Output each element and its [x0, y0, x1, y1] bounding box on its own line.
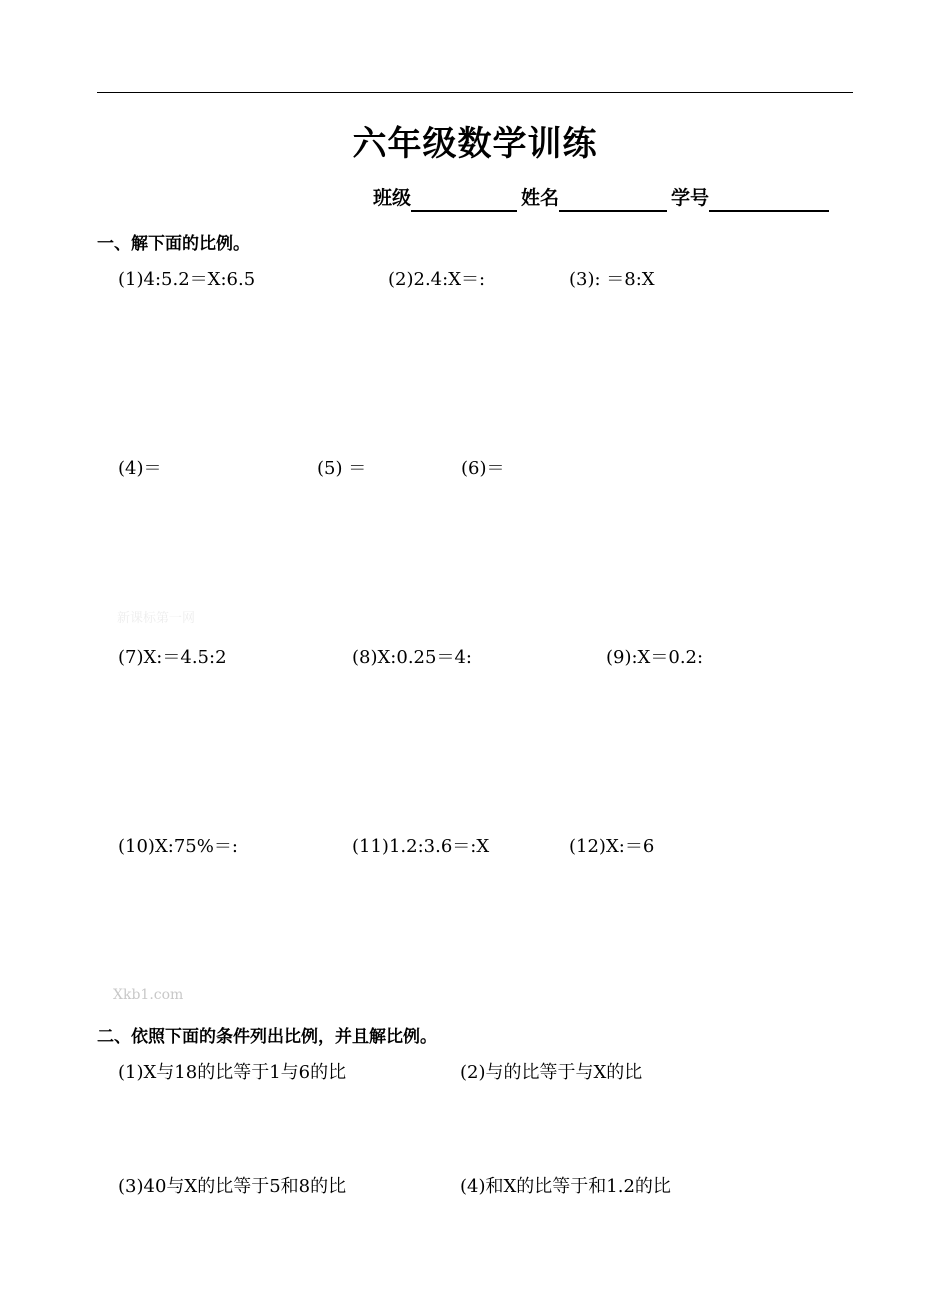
problem-2-2: (2)与的比等于与X的比 — [460, 1062, 643, 1083]
page-title: 六年级数学训练 — [352, 124, 598, 164]
class-blank[interactable] — [411, 188, 517, 212]
problem-1-3: (3): ＝8:X — [569, 269, 655, 290]
problem-2-1: (1)X与18的比等于1与6的比 — [118, 1062, 347, 1083]
problem-1-1: (1)4:5.2＝X:6.5 — [118, 269, 256, 290]
class-label: 班级 — [373, 187, 412, 209]
id-blank[interactable] — [709, 188, 829, 212]
problem-1-11: (11)1.2:3.6＝:X — [352, 836, 490, 857]
problem-2-3: (3)40与X的比等于5和8的比 — [118, 1176, 347, 1197]
section-2-heading: 二、依照下面的条件列出比例，并且解比例。 — [97, 1027, 437, 1047]
problem-1-4: (4)＝ — [118, 458, 162, 479]
id-label: 学号 — [671, 187, 710, 209]
problem-1-6: (6)＝ — [461, 458, 505, 479]
name-label: 姓名 — [521, 187, 560, 209]
name-blank[interactable] — [559, 188, 667, 212]
problem-1-12: (12)X:＝6 — [569, 836, 655, 857]
problem-1-7: (7)X:＝4.5:2 — [118, 647, 227, 668]
faint-watermark-text: 新课标第一网 — [117, 611, 196, 626]
student-info-line — [373, 184, 833, 212]
problem-1-5: (5) ＝ — [317, 458, 367, 479]
problem-1-2: (2)2.4:X＝: — [388, 269, 486, 290]
problem-2-4: (4)和X的比等于和1.2的比 — [460, 1176, 671, 1197]
section-1-heading: 一、解下面的比例。 — [97, 234, 250, 254]
problem-1-8: (8)X:0.25＝4: — [352, 647, 472, 668]
problem-1-9: (9):X＝0.2: — [606, 647, 704, 668]
header-rule — [97, 92, 853, 93]
xkb1-watermark: Xkb1.com — [113, 987, 184, 1003]
problem-1-10: (10)X:75%＝: — [118, 836, 238, 857]
